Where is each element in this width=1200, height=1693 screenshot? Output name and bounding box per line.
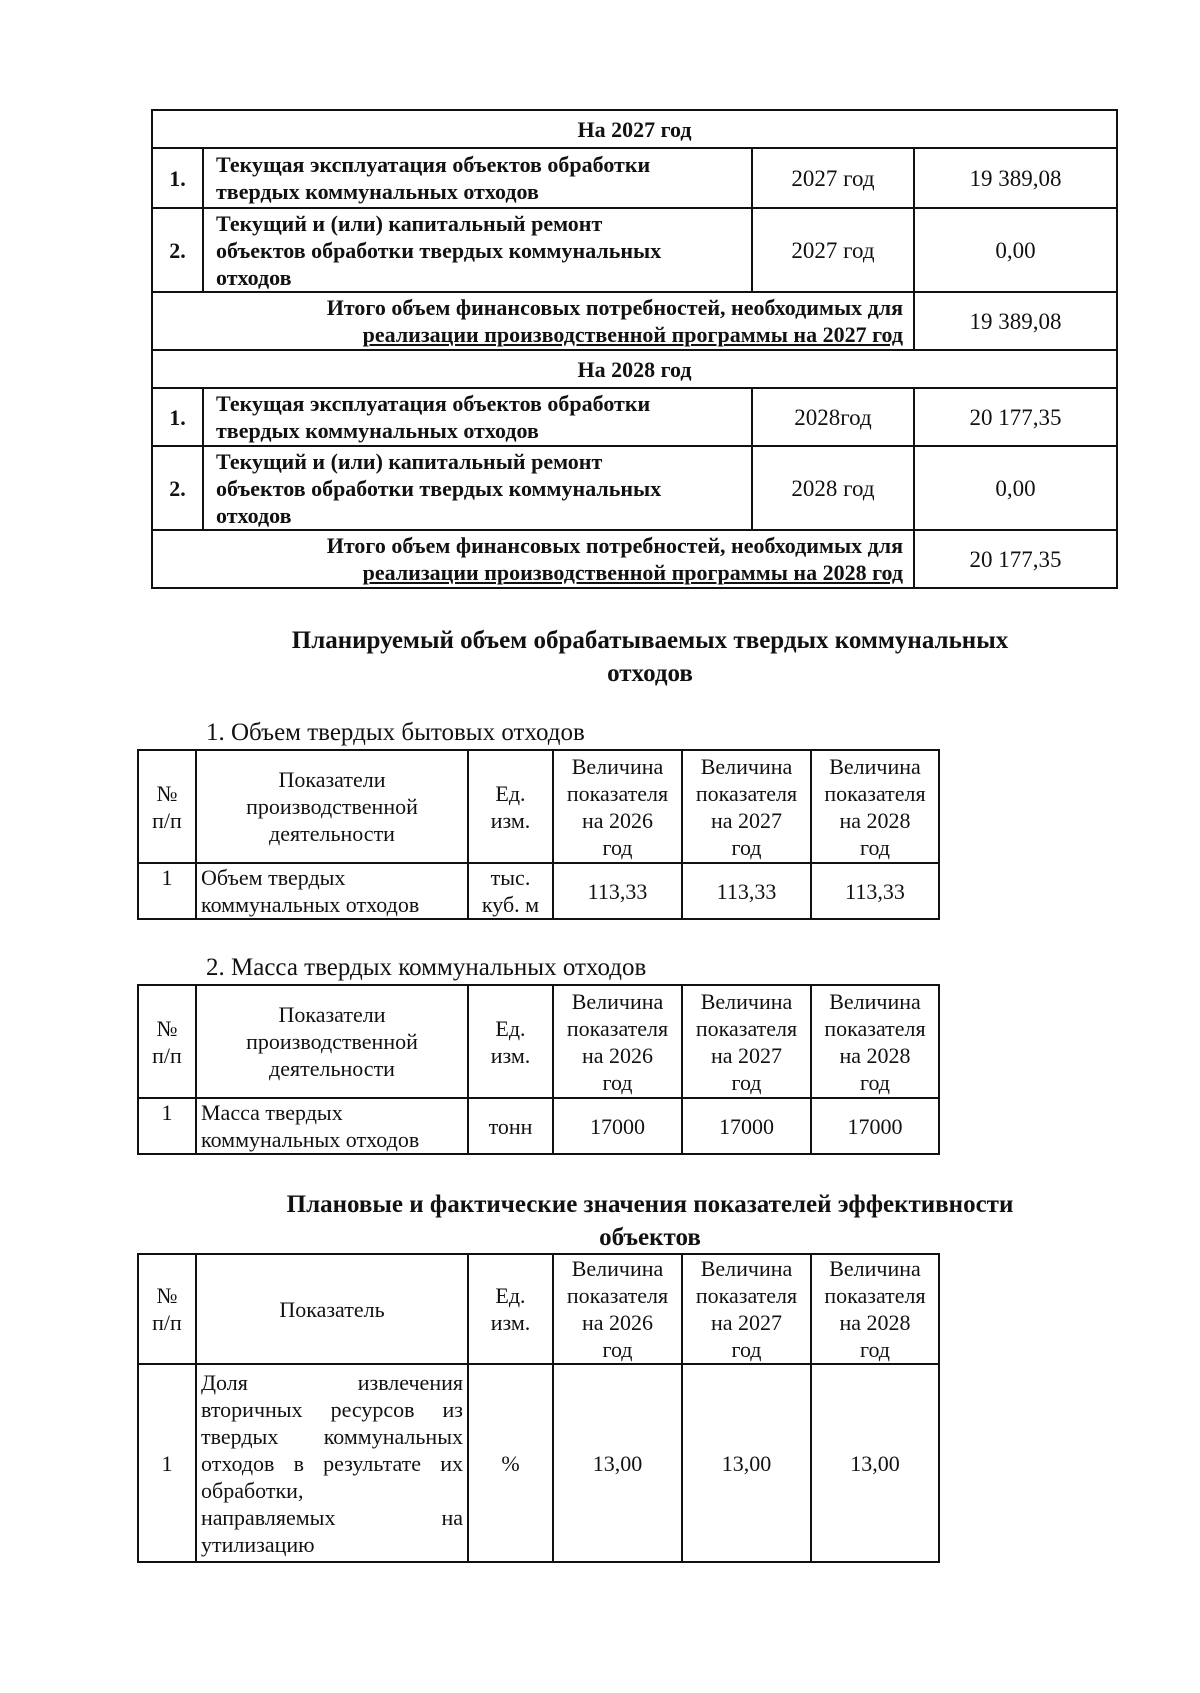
hdr-line: Величина bbox=[829, 988, 921, 1014]
value-2027: 17000 bbox=[682, 1098, 811, 1154]
hdr-line: п/п bbox=[152, 807, 182, 833]
volume-table bbox=[137, 749, 940, 920]
total-label bbox=[152, 530, 914, 588]
total-value: 19 389,08 bbox=[914, 292, 1117, 350]
name-line: отходов в результате их bbox=[201, 1450, 463, 1476]
hdr-line: Величина bbox=[571, 1256, 664, 1281]
value-2026: 13,00 bbox=[553, 1364, 682, 1562]
row-value: 0,00 bbox=[914, 208, 1117, 292]
header-number bbox=[138, 985, 196, 1098]
hdr-line: на 2026 bbox=[581, 1310, 654, 1335]
row-value: 20 177,35 bbox=[914, 388, 1117, 446]
row-number: 1 bbox=[138, 1098, 196, 1154]
value-2027: 113,33 bbox=[682, 863, 811, 919]
total-label bbox=[152, 292, 914, 350]
hdr-line: Величина bbox=[700, 753, 793, 779]
name-line: утилизацию bbox=[201, 1531, 315, 1557]
row-year: 2028год bbox=[752, 388, 914, 446]
row-name bbox=[196, 1364, 468, 1562]
heading-line: Плановые и фактические значения показателей эффективности bbox=[286, 1191, 1014, 1218]
hdr-line: год bbox=[731, 834, 762, 860]
hdr-line: год bbox=[731, 1069, 762, 1095]
header-2028 bbox=[811, 750, 939, 863]
name-line: обработки, bbox=[201, 1477, 304, 1503]
hdr-line: на 2028 bbox=[839, 1042, 911, 1068]
header-indicator: Показатель bbox=[196, 1254, 468, 1364]
row-description bbox=[203, 208, 752, 292]
hdr-line: Величина bbox=[571, 753, 664, 779]
row-number: 2. bbox=[152, 208, 203, 292]
hdr-line: деятельности bbox=[269, 1056, 395, 1081]
value-2026: 17000 bbox=[553, 1098, 682, 1154]
hdr-line: показателя bbox=[566, 1283, 669, 1308]
heading-line: отходов bbox=[607, 660, 693, 687]
header-2028 bbox=[811, 985, 939, 1098]
header-unit bbox=[468, 985, 553, 1098]
hdr-line: показателя bbox=[566, 780, 669, 806]
desc-line: объектов обработки твердых коммунальных bbox=[216, 237, 662, 263]
hdr-line: показателя bbox=[824, 1283, 926, 1308]
hdr-line: год bbox=[859, 1069, 891, 1095]
value-2028: 13,00 bbox=[811, 1364, 939, 1562]
efficiency-heading bbox=[200, 1188, 1100, 1254]
hdr-line: показателя bbox=[824, 780, 926, 806]
row-description bbox=[203, 388, 752, 446]
name-line: Масса твердых bbox=[201, 1100, 343, 1125]
hdr-line: изм. bbox=[490, 1042, 531, 1068]
name-line: коммунальных отходов bbox=[201, 892, 420, 917]
row-number: 1. bbox=[152, 388, 203, 446]
hdr-line: Показатели bbox=[278, 1002, 386, 1027]
header-2028 bbox=[811, 1254, 939, 1364]
desc-line: Текущая эксплуатация объектов обработки bbox=[216, 391, 651, 416]
row-unit: тонн bbox=[468, 1098, 553, 1154]
year-2028-header: На 2028 год bbox=[152, 350, 1117, 388]
hdr-line: год bbox=[602, 834, 633, 860]
total-line: Итого объем финансовых потребностей, необходимых для bbox=[326, 533, 903, 558]
volume-table-caption: 1. Объем твердых бытовых отходов bbox=[206, 719, 585, 746]
hdr-line: год bbox=[859, 1337, 891, 1362]
row-number: 1 bbox=[138, 863, 196, 919]
header-2026 bbox=[553, 750, 682, 863]
hdr-line: Ед. bbox=[495, 780, 526, 806]
heading-line: Планируемый объем обрабатываемых твердых коммунальных bbox=[291, 627, 1009, 654]
year-2027-header: На 2027 год bbox=[152, 110, 1117, 148]
header-2027 bbox=[682, 985, 811, 1098]
row-value: 19 389,08 bbox=[914, 148, 1117, 208]
hdr-line: год bbox=[602, 1069, 633, 1095]
header-indicator bbox=[196, 750, 468, 863]
hdr-line: на 2027 bbox=[710, 807, 783, 833]
hdr-line: Ед. bbox=[495, 1015, 526, 1041]
row-description bbox=[203, 148, 752, 208]
total-line: реализации производственной программы на 2028 год bbox=[362, 560, 903, 585]
desc-line: Текущий и (или) капитальный ремонт bbox=[216, 448, 603, 474]
unit-line: тыс. bbox=[490, 865, 531, 890]
name-line: вторичных ресурсов из bbox=[201, 1396, 463, 1422]
hdr-line: показателя bbox=[695, 1283, 798, 1308]
value-2027: 13,00 bbox=[682, 1364, 811, 1562]
hdr-line: год bbox=[602, 1337, 633, 1362]
hdr-line: показателя bbox=[695, 780, 798, 806]
hdr-line: показателя bbox=[695, 1015, 798, 1041]
row-number: 1. bbox=[152, 148, 203, 208]
planned-volume-heading bbox=[200, 624, 1100, 690]
hdr-line: производственной bbox=[246, 1029, 418, 1054]
hdr-line: Величина bbox=[829, 753, 921, 779]
hdr-line: деятельности bbox=[269, 821, 395, 846]
desc-line: твердых коммунальных отходов bbox=[216, 418, 539, 443]
hdr-line: Величина bbox=[829, 1256, 921, 1281]
value-2028: 113,33 bbox=[811, 863, 939, 919]
desc-line: Текущий и (или) капитальный ремонт bbox=[216, 210, 603, 236]
unit-line: куб. м bbox=[481, 892, 540, 917]
name-line: коммунальных отходов bbox=[201, 1127, 420, 1152]
header-indicator bbox=[196, 985, 468, 1098]
hdr-line: производственной bbox=[246, 794, 418, 819]
hdr-line: изм. bbox=[490, 807, 531, 833]
financial-needs-table bbox=[151, 109, 1118, 589]
hdr-line: на 2026 bbox=[581, 1042, 654, 1068]
desc-line: твердых коммунальных отходов bbox=[216, 179, 539, 204]
hdr-line: изм. bbox=[490, 1310, 531, 1335]
hdr-line: на 2028 bbox=[839, 1310, 911, 1335]
row-unit bbox=[468, 863, 553, 919]
hdr-line: на 2027 bbox=[710, 1310, 783, 1335]
efficiency-table bbox=[137, 1253, 940, 1563]
hdr-line: п/п bbox=[152, 1310, 182, 1335]
name-line: Доля извлечения bbox=[201, 1369, 463, 1395]
row-name bbox=[196, 863, 468, 919]
name-line: твердых коммунальных bbox=[201, 1423, 463, 1449]
name-line: Объем твердых bbox=[201, 865, 346, 890]
row-unit: % bbox=[468, 1364, 553, 1562]
hdr-line: год bbox=[859, 834, 891, 860]
total-line: реализации производственной программы на 2027 год bbox=[362, 322, 903, 347]
row-name bbox=[196, 1098, 468, 1154]
hdr-line: № bbox=[156, 780, 178, 806]
hdr-line: Ед. bbox=[495, 1283, 526, 1308]
row-value: 0,00 bbox=[914, 446, 1117, 530]
hdr-line: на 2026 bbox=[581, 807, 654, 833]
row-description bbox=[203, 446, 752, 530]
header-unit bbox=[468, 750, 553, 863]
row-year: 2027 год bbox=[752, 148, 914, 208]
header-number bbox=[138, 750, 196, 863]
desc-line: отходов bbox=[216, 502, 292, 528]
row-year: 2028 год bbox=[752, 446, 914, 530]
row-number: 1 bbox=[138, 1364, 196, 1562]
desc-line: Текущая эксплуатация объектов обработки bbox=[216, 152, 651, 177]
value-2026: 113,33 bbox=[553, 863, 682, 919]
hdr-line: Величина bbox=[700, 1256, 793, 1281]
heading-line: объектов bbox=[599, 1224, 701, 1251]
hdr-line: № bbox=[156, 1015, 178, 1041]
hdr-line: п/п bbox=[152, 1042, 182, 1068]
total-value: 20 177,35 bbox=[914, 530, 1117, 588]
header-2027 bbox=[682, 750, 811, 863]
hdr-line: Показатели bbox=[278, 767, 386, 792]
row-year: 2027 год bbox=[752, 208, 914, 292]
row-number: 2. bbox=[152, 446, 203, 530]
mass-table-caption: 2. Масса твердых коммунальных отходов bbox=[206, 954, 647, 981]
hdr-line: год bbox=[731, 1337, 762, 1362]
header-number bbox=[138, 1254, 196, 1364]
hdr-line: на 2027 bbox=[710, 1042, 783, 1068]
hdr-line: Величина bbox=[700, 988, 793, 1014]
header-unit bbox=[468, 1254, 553, 1364]
header-2026 bbox=[553, 985, 682, 1098]
hdr-line: показателя bbox=[824, 1015, 926, 1041]
total-line: Итого объем финансовых потребностей, необходимых для bbox=[326, 295, 903, 320]
desc-line: отходов bbox=[216, 264, 292, 290]
hdr-line: № bbox=[156, 1283, 178, 1308]
hdr-line: показателя bbox=[566, 1015, 669, 1041]
hdr-line: Величина bbox=[571, 988, 664, 1014]
header-2027 bbox=[682, 1254, 811, 1364]
name-line: направляемых на bbox=[201, 1504, 463, 1530]
desc-line: объектов обработки твердых коммунальных bbox=[216, 475, 662, 501]
value-2028: 17000 bbox=[811, 1098, 939, 1154]
header-2026 bbox=[553, 1254, 682, 1364]
hdr-line: на 2028 bbox=[839, 807, 911, 833]
mass-table bbox=[137, 984, 940, 1155]
